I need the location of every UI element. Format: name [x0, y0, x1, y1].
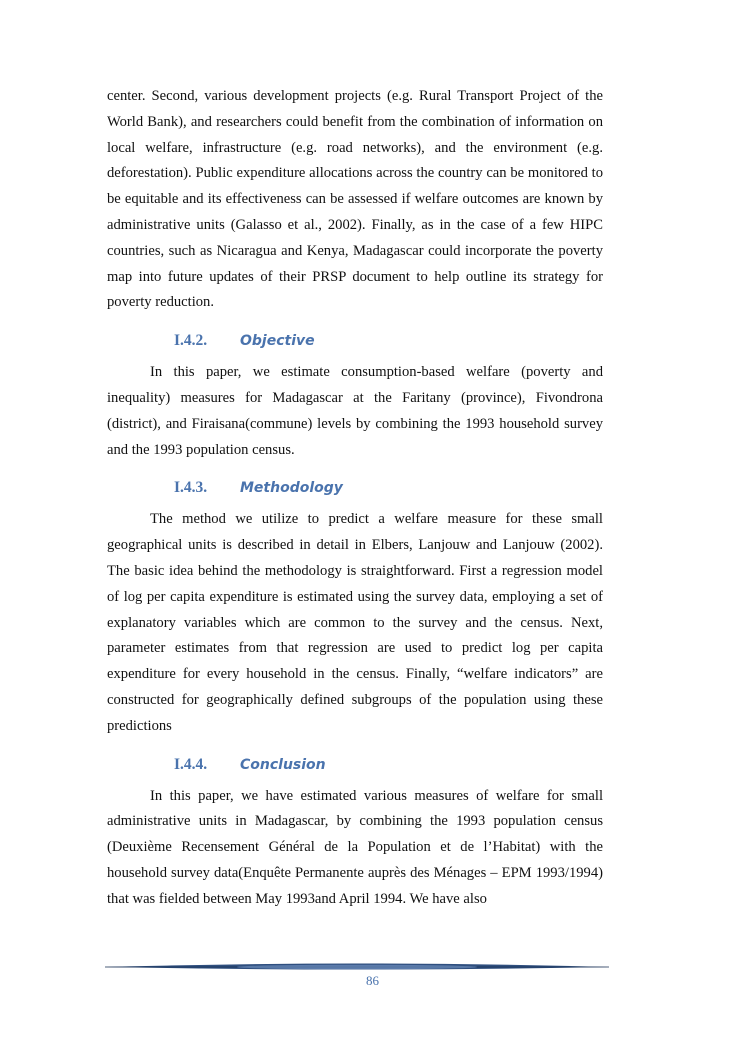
- conclusion-paragraph: In this paper, we have estimated various measures of welfare for small administrative units in Madagascar, by combining the 1993 population census (Deuxième Recensement Général de la Population et de l’Habitat) with the household survey data(Enquête Permanente auprès des Ménages – EPM 1993/1994) that was fielded between May 1993and April 1994. We have also: [107, 787, 603, 907]
- section-heading-conclusion: [174, 752, 603, 778]
- page-body: [107, 84, 603, 913]
- section-heading-objective: [174, 328, 603, 354]
- objective-paragraph: In this paper, we estimate consumption-based welfare (poverty and inequality) measures for Madagascar at the Faritany (province), Fivondrona (district), and Firaisana(commune) levels by combining the 1993 household survey and the 1993 population census.: [107, 364, 603, 458]
- page-number: 86: [366, 973, 379, 988]
- section-title: Conclusion: [240, 756, 326, 773]
- methodology-paragraph: The method we utilize to predict a welfare measure for these small geographical units is described in detail in Elbers, Lanjouw and Lanjouw (2002). The basic idea behind the methodology is straightforward. First a regression model of log per capita expenditure is estimated using the survey data, employing a set of explanatory variables which are common to the survey and the census. Next, parameter estimates from that regression are used to predict log per capita expenditure for every household in the census. Finally, “welfare indicators” are constructed for geographically defined subgroups of the population using these predictions: [107, 511, 603, 734]
- section-heading-methodology: [174, 475, 603, 501]
- section-number: I.4.3.: [174, 479, 208, 497]
- section-title: Objective: [240, 333, 315, 350]
- section-number: I.4.4.: [174, 755, 208, 773]
- footer-rule: [105, 961, 609, 973]
- section-title: Methodology: [240, 480, 343, 497]
- intro-paragraph: center. Second, various development projects (e.g. Rural Transport Project of the World Bank), and researchers could benefit from the combination of information on local welfare, infrastructure (e.g. road networks), and the environment (e.g. deforestation). Public expenditure allocations across the country can be monitored to be equitable and its effectiveness can be assessed if welfare outcomes are known by administrative units (Galasso et al., 2002). Finally, as in the case of a few HIPC countries, such as Nicaragua and Kenya, Madagascar could incorporate the poverty map into future updates of their PRSP document to help outline its strategy for poverty reduction.: [107, 88, 603, 311]
- section-number: I.4.2.: [174, 332, 208, 350]
